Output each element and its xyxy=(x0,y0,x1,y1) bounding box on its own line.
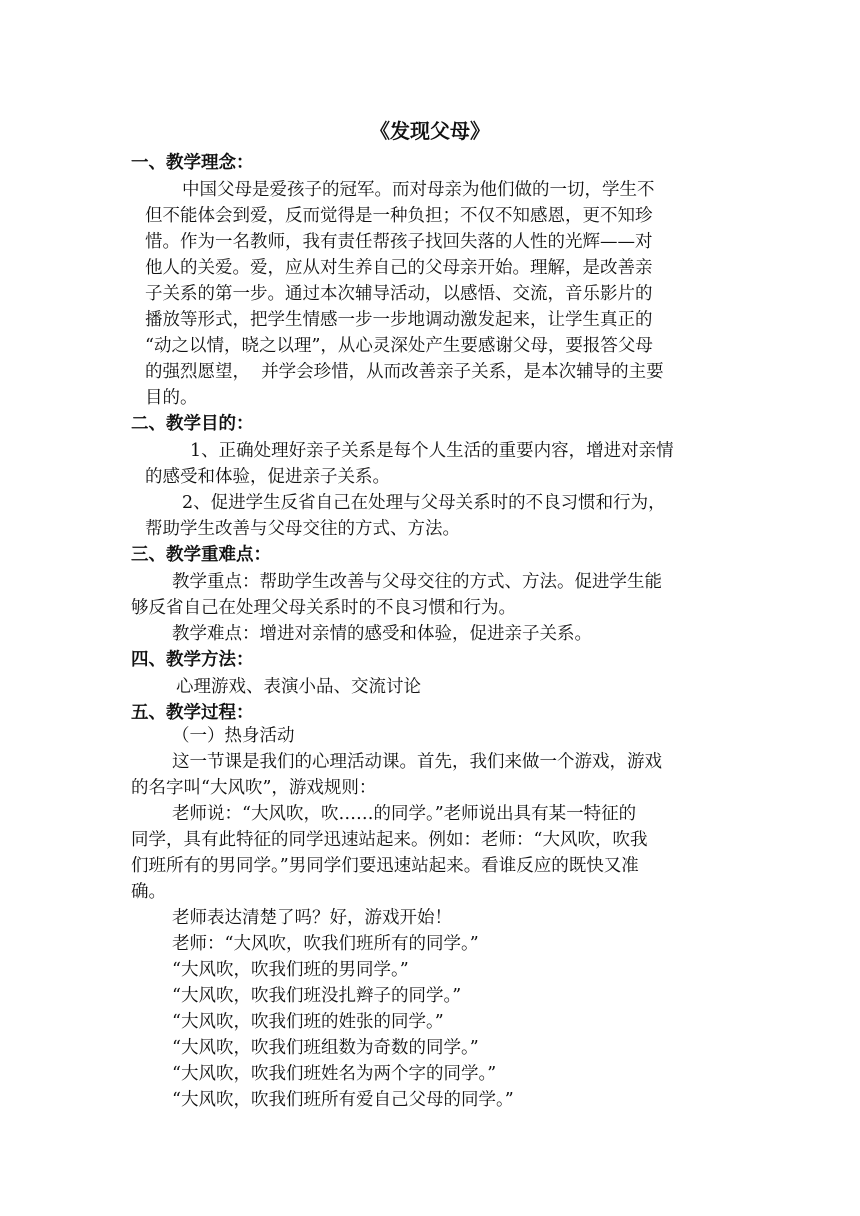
paragraph-line: 的感受和体验，促进亲子关系。 xyxy=(145,467,390,487)
paragraph-line: 中国父母是爱孩子的冠军。而对母亲为他们做的一切，学生不 xyxy=(182,180,655,200)
section-heading-philosophy: 一、教学理念： xyxy=(131,153,254,173)
paragraph-line: 1、正确处理好亲子关系是每个人生活的重要内容，增进对亲情 xyxy=(190,441,674,461)
paragraph-line: 确。 xyxy=(131,882,166,902)
paragraph-line: 老师说：“大风吹，吹……的同学。”老师说出具有某一特征的 xyxy=(172,804,637,824)
paragraph-line: “大风吹，吹我们班的男同学。” xyxy=(172,960,409,980)
section-heading-methods: 四、教学方法： xyxy=(131,650,254,670)
paragraph-line: 2、促进学生反省自己在处理与父母关系时的不良习惯和行为， xyxy=(182,493,666,513)
paragraph-line: 同学，具有此特征的同学迅速站起来。例如：老师：“大风吹，吹我 xyxy=(131,830,648,850)
paragraph-line: 够反省自己在处理父母关系时的不良习惯和行为。 xyxy=(131,598,516,618)
paragraph-line: 心理游戏、表演小品、交流讨论 xyxy=(176,677,421,697)
paragraph-line: 子关系的第一步。通过本次辅导活动，以感悟、交流，音乐影片的 xyxy=(145,284,653,304)
section-heading-process: 五、教学过程： xyxy=(131,703,254,723)
paragraph-line: 的名字叫“大风吹”，游戏规则： xyxy=(131,778,377,798)
paragraph-line: “大风吹，吹我们班组数为奇数的同学。” xyxy=(172,1038,479,1058)
paragraph-line: “大风吹，吹我们班的姓张的同学。” xyxy=(172,1012,444,1032)
paragraph-line: “大风吹，吹我们班姓名为两个字的同学。” xyxy=(172,1064,497,1084)
paragraph-line: 教学重点：帮助学生改善与父母交往的方式、方法。促进学生能 xyxy=(172,572,662,592)
document-title: 《发现父母》 xyxy=(370,119,490,143)
paragraph-line: “动之以情，晓之以理”，从心灵深处产生要感谢父母，要报答父母 xyxy=(145,336,653,356)
paragraph-line: 老师表达清楚了吗？好，游戏开始！ xyxy=(172,908,452,928)
paragraph-line: “大风吹，吹我们班没扎辫子的同学。” xyxy=(172,986,462,1006)
section-heading-objectives: 二、教学目的： xyxy=(131,414,254,434)
paragraph-line: 他人的关爱。爱，应从对生养自己的父母亲开始。理解，是改善亲 xyxy=(145,258,653,278)
paragraph-line: 这一节课是我们的心理活动课。首先，我们来做一个游戏，游戏 xyxy=(172,752,662,772)
paragraph-line: 但不能体会到爱，反而觉得是一种负担；不仅不知感恩，更不知珍 xyxy=(145,206,653,226)
paragraph-line: 的强烈愿望， 并学会珍惜，从而改善亲子关系，是本次辅导的主要 xyxy=(145,362,664,382)
paragraph-line: 老师：“大风吹，吹我们班所有的同学。” xyxy=(172,934,479,954)
section-heading-key-points: 三、教学重难点： xyxy=(131,545,271,565)
paragraph-line: 播放等形式，把学生情感一步一步地调动激发起来，让学生真正的 xyxy=(145,310,653,330)
paragraph-line: “大风吹，吹我们班所有爱自己父母的同学。” xyxy=(172,1090,514,1110)
paragraph-line: 帮助学生改善与父母交往的方式、方法。 xyxy=(145,519,460,539)
subsection-heading: （一）热身活动 xyxy=(172,726,295,746)
paragraph-line: 惜。作为一名教师，我有责任帮孩子找回失落的人性的光辉——对 xyxy=(145,232,653,252)
paragraph-line: 们班所有的男同学。”男同学们要迅速站起来。看谁反应的既快又准 xyxy=(131,856,639,876)
paragraph-line: 教学难点：增进对亲情的感受和体验，促进亲子关系。 xyxy=(172,624,592,644)
paragraph-line: 目的。 xyxy=(145,388,198,408)
